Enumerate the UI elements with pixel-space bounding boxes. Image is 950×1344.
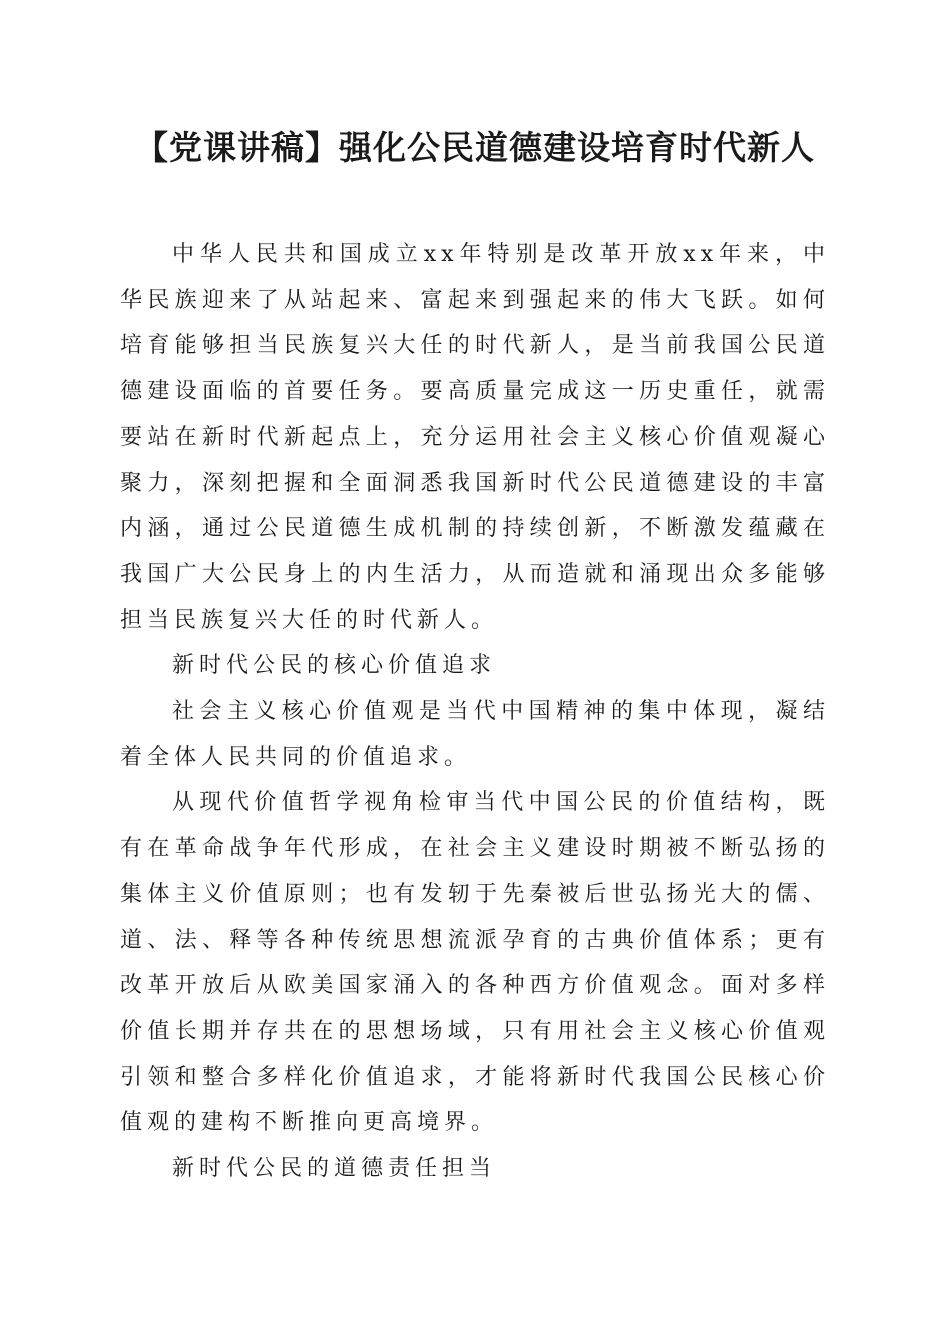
document-body	[120, 232, 830, 1192]
intro-paragraph: 中华人民共和国成立xx年特别是改革开放xx年来，中华民族迎来了从站起来、富起来到强起来的伟大飞跃。如何培育能够担当民族复兴大任的时代新人，是当前我国公民道德建设面临的首要任务。要高质量完成这一历史重任，就需要站在新时代新起点上，充分运用社会主义核心价值观凝心聚力，深刻把握和全面洞悉我国新时代公民道德建设的丰富内涵，通过公民道德生成机制的持续创新，不断激发蕴藏在我国广大公民身上的内生活力，从而造就和涌现出众多能够担当民族复兴大任的时代新人。	[120, 242, 830, 633]
section-heading-core-values: 新时代公民的核心价值追求	[172, 653, 497, 679]
document-title: 【党课讲稿】强化公民道德建设培育时代新人	[135, 128, 815, 167]
value-structure-paragraph: 从现代价值哲学视角检审当代中国公民的价值结构，既有在革命战争年代形成，在社会主义建设时期被不断弘扬的集体主义价值原则；也有发轫于先秦被后世弘扬光大的儒、道、法、释等各种传统思想流派孕育的古典价值体系；更有改革开放后从欧美国家涌入的各种西方价值观念。面对多样价值长期并存共在的思想场域，只有用社会主义核心价值观引领和整合多样化价值追求，才能将新时代我国公民核心价值观的建构不断推向更高境界。	[120, 790, 830, 1136]
section-heading-moral-responsibility: 新时代公民的道德责任担当	[172, 1156, 497, 1182]
core-values-paragraph: 社会主义核心价值观是当代中国精神的集中体现，凝结着全体人民共同的价值追求。	[120, 699, 830, 770]
